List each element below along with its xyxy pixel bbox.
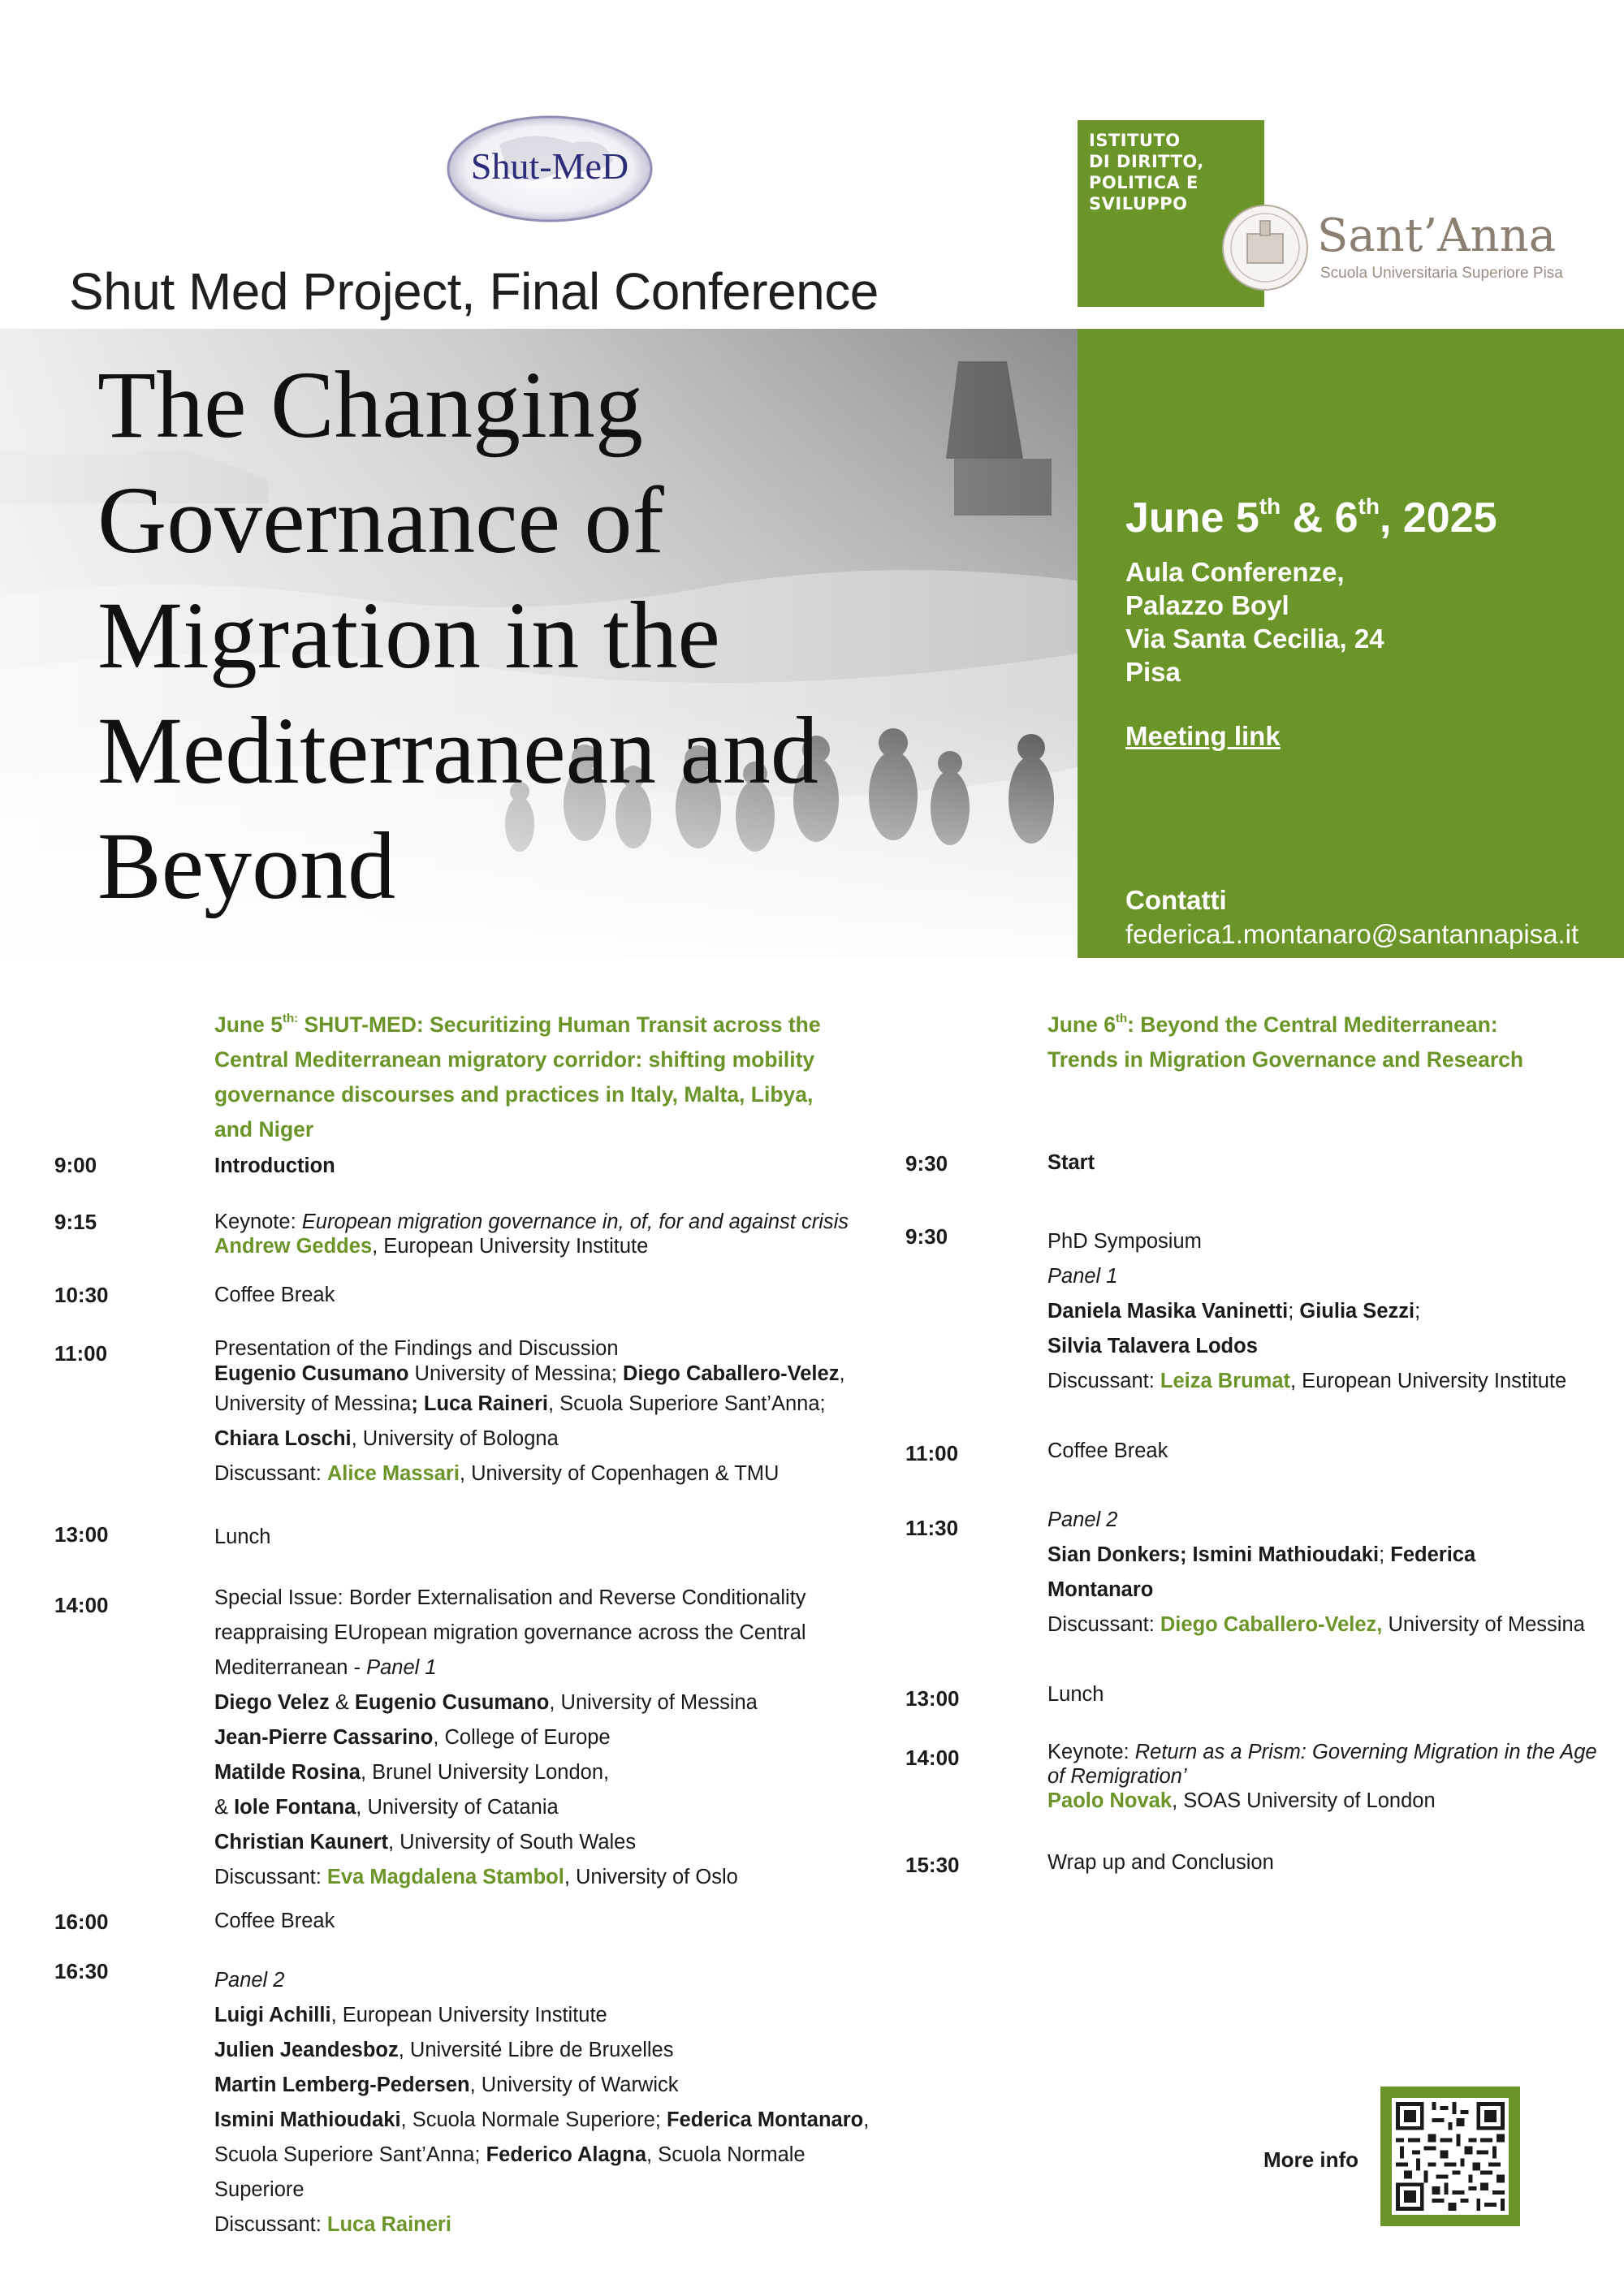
speaker-name: Christian Kaunert [214, 1831, 388, 1854]
speaker-name: Chiara Loschi [214, 1427, 352, 1450]
speaker-name: Silvia Talavera Lodos [1047, 1335, 1258, 1357]
speaker-name: Daniela Masika Vaninetti [1047, 1300, 1289, 1323]
venue-line: Pisa [1125, 657, 1181, 687]
time-slot: 14:00 [905, 1746, 960, 1770]
day2-heading [1047, 1001, 1600, 1077]
discussant-label: Discussant: [214, 1866, 327, 1888]
speaker-name: Eugenio Cusumano [214, 1362, 409, 1385]
keynote-label: Keynote: [1047, 1741, 1135, 1763]
discussant-name: Luca Raineri [326, 2213, 451, 2236]
title-line: Migration in the [97, 582, 720, 688]
time-slot: 9:15 [54, 1210, 97, 1234]
more-info-label: More info [1263, 2147, 1358, 2172]
speaker-name: Luca Raineri [423, 1392, 548, 1415]
heading-day: June 5 [214, 1012, 283, 1037]
session-title: Presentation of the Findings and Discussion [214, 1337, 619, 1360]
project-title: Shut Med Project, Final Conference [69, 262, 879, 321]
time-slot: 10:30 [54, 1283, 109, 1307]
session-start: Start [1047, 1151, 1095, 1174]
venue-line: Via Santa Cecilia, 24 [1125, 624, 1384, 654]
separator: ; [1415, 1300, 1421, 1323]
affiliation: , [863, 2108, 870, 2131]
panel-label: Panel 2 [214, 1969, 285, 1992]
session-coffee-break: Coffee Break [214, 1910, 335, 1932]
time-slot: 14:00 [54, 1593, 109, 1617]
speaker-name: Federico Alagna [486, 2143, 647, 2166]
time-slot: 11:30 [905, 1516, 959, 1540]
session-lunch: Lunch [1047, 1683, 1104, 1706]
session-title: PhD Symposium [1047, 1230, 1202, 1253]
speaker-name: Andrew Geddes [214, 1235, 373, 1258]
discussant-name: Diego Caballero-Velez, [1160, 1613, 1383, 1636]
affiliation: University of Messina [1382, 1613, 1585, 1636]
keynote-title: European migration governance in, of, for and against crisis [301, 1211, 849, 1233]
speaker-name: Federica Montanaro [666, 2108, 864, 2131]
session-title: Special Issue: Border Externalisation and Reverse Conditionality [214, 1586, 806, 1609]
keynote-title: of Remigration’ [1047, 1765, 1187, 1788]
separator: ; [1288, 1300, 1300, 1323]
panel-label: Panel 2 [1047, 1508, 1118, 1531]
logo-text: Shut-MeD [470, 145, 629, 187]
date-year: , 2025 [1379, 494, 1497, 542]
institute-line: DI DIRITTO, [1089, 152, 1204, 171]
heading-text: Trends in Migration Governance and Research [1047, 1047, 1524, 1072]
affiliation: , University of Bologna [351, 1427, 559, 1450]
affiliation: , [839, 1362, 845, 1385]
separator: & [329, 1691, 355, 1714]
speaker-name: Julien Jeandesboz [214, 2039, 399, 2061]
session-keynote [214, 1210, 849, 1258]
institute-line: SVILUPPO [1089, 194, 1188, 214]
keynote-title: Return as a Prism: Governing Migration in the Age [1134, 1741, 1597, 1763]
heading-suffix: th [1115, 1012, 1128, 1025]
heading-text: and Niger [214, 1117, 314, 1142]
speaker-name: Montanaro [1047, 1578, 1154, 1601]
heading-day: June 6 [1047, 1012, 1116, 1037]
speaker-name: Jean-Pierre Cassarino [214, 1726, 434, 1749]
discussant-label: Discussant: [214, 1462, 327, 1485]
discussant-label: Discussant: [1047, 1613, 1160, 1636]
speaker-name: Iole Fontana [234, 1796, 356, 1819]
session-lunch: Lunch [214, 1526, 271, 1548]
session-introduction: Introduction [214, 1154, 335, 1177]
discussant-name: Leiza Brumat [1160, 1370, 1291, 1392]
affiliation: , University of Oslo [564, 1866, 738, 1888]
speaker-name: Federica [1390, 1543, 1476, 1566]
affiliation: , University of Warwick [469, 2074, 679, 2096]
time-slot: 15:30 [905, 1853, 960, 1877]
time-slot: 16:30 [54, 1959, 109, 1983]
day1-heading [214, 1001, 888, 1147]
panel-label: Panel 1 [366, 1656, 437, 1679]
keynote-label: Keynote: [214, 1211, 302, 1233]
heading-text: Central Mediterranean migratory corridor: shifting mobility [214, 1047, 815, 1072]
affiliation: , European University Institute [1290, 1370, 1567, 1392]
title-line: Beyond [97, 813, 396, 919]
date-suffix: th [1358, 494, 1380, 519]
time-slot: 16:00 [54, 1910, 109, 1934]
time-slot: 11:00 [905, 1441, 959, 1465]
date-part: June 5 [1125, 494, 1259, 542]
speaker-name: Paolo Novak [1047, 1789, 1173, 1812]
affiliation: , Brunel University London, [360, 1761, 610, 1784]
affiliation: Superiore [214, 2178, 304, 2201]
conference-title [97, 347, 1031, 924]
session-keynote [1047, 1740, 1597, 1813]
title-line: Mediterranean and [97, 697, 818, 804]
affiliation: , European University Institute [372, 1235, 649, 1258]
time-slot: 13:00 [54, 1522, 109, 1547]
speaker-name: Luigi Achilli [214, 2004, 331, 2026]
speaker-name: Ismini Mathioudaki [214, 2108, 401, 2131]
contact-label: Contatti [1125, 885, 1227, 915]
session-phd-symposium [1047, 1224, 1566, 1399]
speaker-name: Diego Velez [214, 1691, 330, 1714]
affiliation: , SOAS University of London [1172, 1789, 1436, 1812]
contact-email-link[interactable]: federica1.montanaro@santannapisa.it [1125, 919, 1579, 949]
university-subtitle: Scuola Universitaria Superiore Pisa [1320, 265, 1563, 282]
affiliation: , Scuola Superiore Sant’Anna; [547, 1392, 826, 1415]
affiliation: , University of Copenhagen & TMU [459, 1462, 780, 1485]
affiliation: , University of South Wales [387, 1831, 637, 1854]
affiliation: University of Messina [214, 1392, 412, 1415]
discussant-label: Discussant: [214, 2213, 327, 2236]
time-slot: 11:00 [54, 1341, 108, 1366]
speaker-name: Martin Lemberg-Pedersen [214, 2074, 470, 2096]
time-slot: 13:00 [905, 1686, 960, 1711]
affiliation: , College of Europe [433, 1726, 611, 1749]
shutmed-logo [443, 112, 658, 226]
speaker-name: Eugenio Cusumano [354, 1691, 550, 1714]
discussant-name: Alice Massari [326, 1462, 460, 1485]
session-findings [214, 1336, 845, 1491]
speaker-name: Diego Caballero-Velez [623, 1362, 840, 1385]
affiliation: University of Messina; [408, 1362, 624, 1385]
panel-label: Panel 1 [1047, 1265, 1118, 1288]
discussant-name: Eva Magdalena Stambol [326, 1866, 564, 1888]
meeting-link[interactable]: Meeting link [1125, 721, 1281, 751]
heading-text: : Beyond the Central Mediterranean: [1127, 1012, 1498, 1037]
event-date [1125, 494, 1497, 542]
university-name: Sant’Anna [1317, 209, 1557, 262]
speaker-name: Matilde Rosina [214, 1761, 361, 1784]
date-suffix: th [1259, 494, 1281, 519]
heading-text: governance discourses and practices in Italy, Malta, Libya, [214, 1082, 814, 1107]
session-title: Mediterranean - [214, 1656, 367, 1679]
session-special-issue [214, 1581, 806, 1895]
separator: ; [1379, 1543, 1391, 1566]
time-slot: 9:30 [905, 1151, 948, 1176]
qr-code-icon[interactable] [1380, 2087, 1520, 2226]
title-line: The Changing [97, 352, 643, 458]
heading-text: SHUT-MED: Securitizing Human Transit across the [298, 1012, 821, 1037]
heading-suffix: th: [282, 1012, 299, 1025]
time-slot: 9:00 [54, 1153, 97, 1177]
affiliation: , University of Catania [356, 1796, 559, 1819]
institute-line: POLITICA E [1089, 173, 1199, 192]
separator: ; [411, 1392, 424, 1415]
affiliation: , Scuola Normale [646, 2143, 806, 2166]
session-wrap-up: Wrap up and Conclusion [1047, 1851, 1274, 1874]
session-coffee-break: Coffee Break [1047, 1439, 1168, 1462]
date-part: & 6 [1281, 494, 1358, 542]
discussant-label: Discussant: [1047, 1370, 1160, 1392]
time-slot: 9:30 [905, 1224, 948, 1249]
affiliation: Scuola Superiore Sant’Anna; [214, 2143, 486, 2166]
session-panel-2 [214, 1963, 869, 2242]
affiliation: , Scuola Normale Superiore; [400, 2108, 667, 2131]
venue-line: Aula Conferenze, [1125, 557, 1345, 587]
speaker-name: Sian Donkers; Ismini Mathioudaki [1047, 1543, 1380, 1566]
session-coffee-break: Coffee Break [214, 1284, 335, 1306]
institute-line: ISTITUTO [1089, 131, 1181, 150]
session-title: reappraising EUropean migration governance across the Central [214, 1621, 806, 1644]
venue-line: Palazzo Boyl [1125, 590, 1289, 620]
speaker-name: Giulia Sezzi [1299, 1300, 1415, 1323]
separator: & [214, 1796, 235, 1819]
session-panel-2 [1047, 1503, 1585, 1642]
affiliation: , European University Institute [330, 2004, 607, 2026]
title-line: Governance of [97, 467, 664, 573]
affiliation: , University of Messina [549, 1691, 758, 1714]
affiliation: , Université Libre de Bruxelles [398, 2039, 674, 2061]
